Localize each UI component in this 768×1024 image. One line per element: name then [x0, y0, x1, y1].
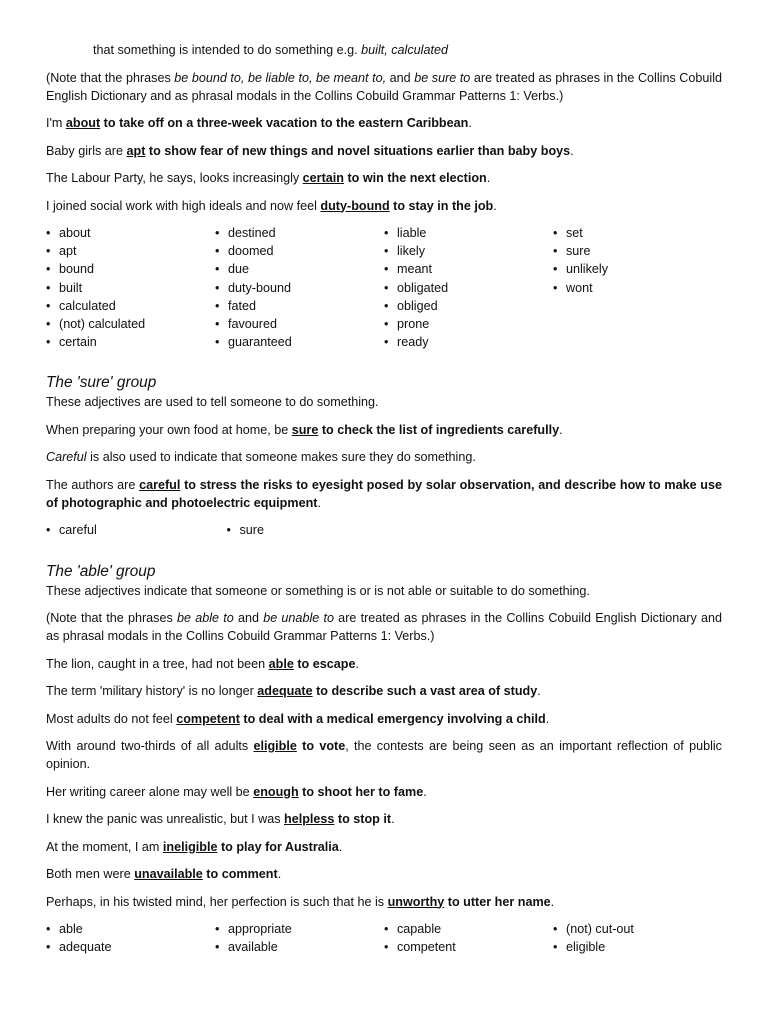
word-item: • obligated: [384, 279, 553, 297]
example-keyword: eligible: [253, 739, 297, 753]
word-item: • calculated: [46, 297, 215, 315]
word-column: [553, 920, 722, 956]
example-keyword: ineligible: [162, 839, 218, 854]
example-text: The authors are: [46, 477, 140, 492]
example-phrase: to vote: [296, 739, 346, 753]
able-group-examples: [46, 655, 722, 911]
word-item: • fated: [215, 297, 384, 315]
example-sentence: [46, 783, 722, 801]
example-keyword: apt: [126, 143, 146, 158]
example-sentence: [46, 737, 722, 773]
word-item: • unlikely: [553, 260, 722, 278]
example-keyword: sure: [291, 422, 319, 437]
word-item: • (not) calculated: [46, 315, 215, 333]
word-item: • able: [46, 920, 215, 938]
word-column: [384, 224, 553, 351]
able-group-description: These adjectives indicate that someone or something is or is not able or suitable to do something.: [46, 583, 590, 598]
word-item: • certain: [46, 333, 215, 351]
intro-text: that something is intended to do something e.g.: [93, 43, 362, 57]
example-text: The Labour Party, he says, looks increasingly: [46, 171, 303, 185]
example-end: , the contests are being seen as an important reflection of public opinion.: [46, 739, 722, 771]
example-end: .: [468, 116, 472, 130]
word-item: • doomed: [215, 242, 384, 260]
example-keyword: careful: [139, 477, 181, 492]
example-text: Both men were: [46, 867, 135, 881]
note-phrase: be bound to, be liable to, be meant to,: [174, 70, 387, 85]
example-text: Most adults do not feel: [46, 711, 177, 726]
word-column: [553, 224, 722, 351]
word-item: • prone: [384, 315, 553, 333]
example-keyword: helpless: [284, 812, 335, 826]
example-text: The lion, caught in a tree, had not been: [46, 656, 269, 671]
example-keyword: certain: [302, 171, 344, 185]
word-column: [215, 224, 384, 351]
example-keyword: able: [268, 656, 294, 671]
able-group-word-list: [46, 920, 722, 956]
example-phrase: to win the next election: [343, 171, 487, 185]
sure-group-note: [46, 448, 722, 466]
word-column: [227, 521, 408, 539]
note-phrase: be sure to: [414, 70, 471, 85]
word-item: • bound: [46, 260, 215, 278]
example-end: .: [493, 198, 497, 213]
example-keyword: about: [65, 116, 101, 130]
example-sentence: [46, 114, 722, 132]
note-text: are treated as phrases in the Collins Cobuild English Dictionary and as phrasal modals in the Collins Cobuild Grammar Patterns 1: Verbs.): [46, 70, 723, 103]
word-item: • sure: [227, 521, 408, 539]
word-item: • capable: [384, 920, 553, 938]
word-item: • sure: [553, 242, 722, 260]
example-end: .: [545, 711, 550, 726]
example-sentence: [46, 655, 722, 673]
example-keyword: competent: [176, 711, 240, 726]
word-column: [46, 920, 215, 956]
example-phrase: to take off on a three-week vacation to the eastern Caribbean: [100, 116, 469, 130]
example-text: Baby girls are: [46, 143, 127, 158]
example-keyword: adequate: [257, 684, 313, 698]
group1-word-list: [46, 224, 722, 351]
word-item: • about: [46, 224, 215, 242]
example-sentence: [46, 838, 722, 856]
word-item: • built: [46, 279, 215, 297]
example-keyword: enough: [253, 784, 299, 799]
example-end: .: [550, 894, 555, 909]
example-end: .: [355, 656, 359, 671]
note-text: is also used to indicate that someone makes sure they do something.: [86, 450, 476, 465]
note-text: and: [233, 611, 264, 625]
example-text: I knew the panic was unrealistic, but I was: [46, 812, 284, 826]
example-sentence: [46, 810, 722, 828]
example-keyword: duty-bound: [320, 198, 390, 213]
word-item: • eligible: [553, 938, 722, 956]
example-sentence: [46, 710, 722, 728]
example-phrase: to shoot her to fame: [298, 784, 424, 799]
intro-examples: built, calculated: [361, 43, 448, 57]
word-item: • competent: [384, 938, 553, 956]
example-end: .: [486, 171, 491, 185]
word-item: • duty-bound: [215, 279, 384, 297]
group1-examples: [46, 114, 722, 215]
example-phrase: to escape: [293, 656, 356, 671]
example-end: .: [317, 495, 321, 510]
example-sentence: [46, 682, 722, 700]
note-phrase: be able to: [176, 611, 234, 625]
word-item: • ready: [384, 333, 553, 351]
example-text: Perhaps, in his twisted mind, her perfection is such that he is: [46, 894, 388, 909]
example-sentence: [46, 421, 722, 439]
note-phrase: be unable to: [263, 611, 334, 625]
example-phrase: to utter her name: [444, 894, 551, 909]
example-end: .: [423, 784, 427, 799]
example-phrase: to comment: [202, 867, 278, 881]
note-text: (Note that the phrases: [46, 611, 177, 625]
word-item: • obliged: [384, 297, 553, 315]
word-item: • destined: [215, 224, 384, 242]
example-text: I'm: [46, 116, 66, 130]
example-keyword: unavailable: [134, 867, 203, 881]
able-group-note: [46, 609, 722, 645]
word-item: • likely: [384, 242, 553, 260]
example-sentence: [46, 169, 722, 187]
example-end: .: [277, 867, 282, 881]
word-item: • careful: [46, 521, 227, 539]
example-text: The term 'military history' is no longer: [46, 684, 258, 698]
note-text: are treated as phrases in the Collins Cobuild English Dictionary and as phrasal modals in the Collins Cobuild Grammar Patterns 1: Verbs.): [46, 611, 722, 643]
word-item: • (not) cut-out: [553, 920, 722, 938]
example-end: .: [537, 684, 541, 698]
example-sentence: [46, 197, 722, 215]
sure-group-word-list: [46, 521, 722, 539]
sure-group-description: These adjectives are used to tell someone to do something.: [46, 395, 379, 410]
example-sentence: [46, 893, 722, 911]
word-item: • due: [215, 260, 384, 278]
note-word: Careful: [46, 450, 87, 465]
example-phrase: to describe such a vast area of study: [312, 684, 538, 698]
word-item: • liable: [384, 224, 553, 242]
word-item: • set: [553, 224, 722, 242]
example-end: .: [559, 422, 563, 437]
example-phrase: to play for Australia: [217, 839, 339, 854]
example-text: Her writing career alone may well be: [46, 784, 254, 799]
word-item: • available: [215, 938, 384, 956]
word-item: • wont: [553, 279, 722, 297]
example-sentence: [46, 476, 722, 512]
example-phrase: to show fear of new things and novel situations earlier than baby boys: [145, 143, 571, 158]
word-item: • adequate: [46, 938, 215, 956]
example-end: .: [338, 839, 343, 854]
example-sentence: [46, 865, 722, 883]
example-keyword: unworthy: [387, 894, 445, 909]
example-text: I joined social work with high ideals and now feel: [46, 198, 321, 213]
example-text: At the moment, I am: [46, 839, 163, 854]
word-column: [46, 521, 227, 539]
example-phrase: to stress the risks to eyesight posed by solar observation, and describe how to make use of photographic and photoelectric equipment: [46, 477, 723, 510]
example-end: .: [391, 812, 395, 826]
word-item: • meant: [384, 260, 553, 278]
example-phrase: to deal with a medical emergency involving a child: [239, 711, 546, 726]
example-sentence: [46, 142, 722, 160]
word-item: • appropriate: [215, 920, 384, 938]
example-text: When preparing your own food at home, be: [46, 422, 292, 437]
example-text: With around two-thirds of all adults: [46, 739, 254, 753]
word-column: [46, 224, 215, 351]
example-phrase: to check the list of ingredients carefully: [318, 422, 560, 437]
word-column: [384, 920, 553, 956]
word-item: • apt: [46, 242, 215, 260]
intro-continuation: [46, 41, 722, 59]
example-phrase: to stay in the job: [389, 198, 494, 213]
note-text: and: [386, 70, 415, 85]
note-text: (Note that the phrases: [46, 70, 175, 85]
able-group-heading: The 'able' group: [46, 562, 156, 580]
word-column: [215, 920, 384, 956]
sure-group-heading: The 'sure' group: [46, 374, 157, 392]
example-phrase: to stop it: [334, 812, 392, 826]
note-paragraph-1: [46, 69, 722, 105]
word-item: • favoured: [215, 315, 384, 333]
example-end: .: [570, 143, 574, 158]
word-item: • guaranteed: [215, 333, 384, 351]
